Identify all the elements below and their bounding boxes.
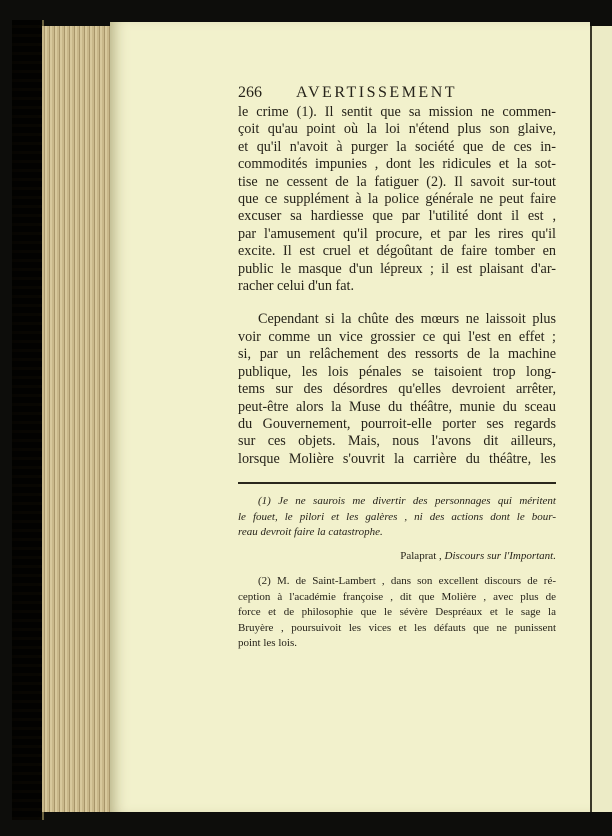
text-line: peut-être alors la Muse du théâtre, munie du sceau [238,398,556,415]
attribution-work: Discours sur l'Important. [444,549,556,562]
attribution-author: Palaprat , [400,549,442,562]
text-line: et qu'il n'avoit à purger la société que de ces in- [238,138,556,155]
footnote-line: Bruyère , poursuivoit les vices et les défauts que ne punissent [238,621,556,634]
text-line: public le masque d'un lépreux ; il est plaisant d'ar- [238,260,556,277]
text-line: publique, les lois pénales se taisoient trop long- [238,363,556,380]
footnote-1 [238,494,556,564]
text-line: çoit qu'au point où la loi n'étend plus son glaive, [238,121,556,138]
footnote-line: force et de philosophie que le sévère Despréaux et le sage la [238,606,556,618]
text-line: le crime (1). Il sentit que sa mission ne commen- [238,104,556,120]
text-line: que ce supplément à la police générale ne peut faire [238,191,556,208]
text-line: par l'amusement qu'il procure, et par les rires qu'il [238,225,556,242]
footnote-line: point les lois. [238,637,297,649]
text-line: racher celui d'un fat. [238,278,354,295]
footnote-line: (1) Je ne saurois me divertir des personnages qui méritent [258,495,556,507]
footnote-line: ception à l'académie françoise , dit que Molière , avec plus de [238,590,556,603]
text-line: commodités impunies , dont les ridicules et la sot- [238,156,556,173]
page-number: 266 [238,84,262,101]
main-text [238,104,556,468]
text-line: sur ces objets. Mais, nous l'avons dit ailleurs, [238,433,556,450]
paragraph-1 [238,104,556,295]
footnotes [238,494,556,652]
facing-page-edge [590,26,612,812]
text-line: si, par un relâchement des ressorts de la machine [238,346,556,363]
text-line: du Gouvernement, pourroit-elle porter ses regards [238,415,556,432]
text-line: voir comme un vice grossier ce qui l'est en effet ; [238,328,556,345]
text-line: tems sur des désordres qu'elles devroient arrêter, [238,381,556,398]
footnote-2 [238,574,556,652]
running-header [238,84,556,102]
footnote-line: le fouet, le pilori et les galères , ni des actions dont le bour- [238,510,556,523]
running-title: AVERTISSEMENT [296,84,458,101]
footnote-line: reau devroit faire la catastrophe. [238,526,383,538]
book-spine-binding [12,20,44,820]
text-line: excite. Il est cruel et dégoûtant de faire tomber en [238,243,556,260]
text-line: tise ne cessent de la fatiguer (2). Il savoit sur-tout [238,173,556,190]
text-line: lorsque Molière s'ouvrit la carrière du théâtre, les [238,450,556,467]
footnote-divider [238,482,556,484]
text-line: Cependant si la chûte des mœurs ne laissoit plus [258,311,556,328]
footnote-attribution [238,549,556,565]
page-edges [42,26,112,812]
text-line: excuser sa hardiesse que par l'utilité dont il est , [238,208,556,225]
paragraph-2 [238,311,556,468]
footnote-line: (2) M. de Saint-Lambert , dans son excellent discours de ré- [258,575,556,587]
